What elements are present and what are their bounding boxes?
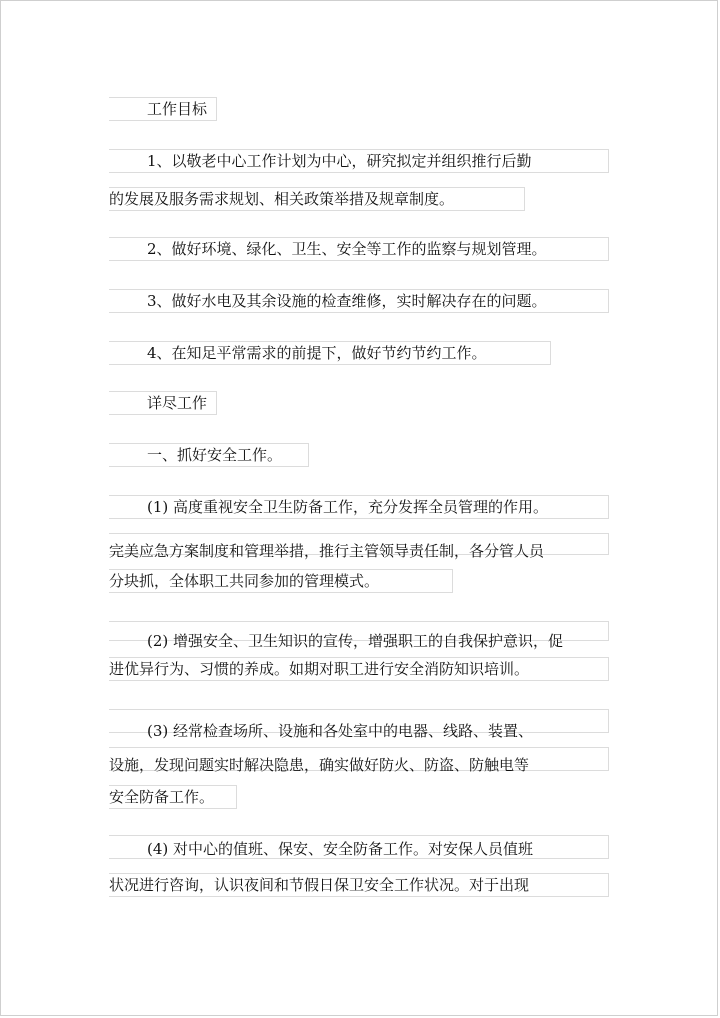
goal-3: 3、做好水电及其余设施的检查维修，实时解决存在的问题。 [147,292,547,310]
item-4-line-1: (4) 对中心的值班、保安、安全防备工作。对安保人员值班 [147,840,534,858]
item-3-line-2: 设施，发现问题实时解决隐患，确实做好防火、防盗、防触电等 [109,756,530,774]
goal-2: 2、做好环境、绿化、卫生、安全等工作的监察与规划管理。 [147,240,547,258]
item-3-line-1: (3) 经常检查场所、设施和各处室中的电器、线路、装置、 [147,722,534,740]
goal-1-line-1: 1、以敬老中心工作计划为中心，研究拟定并组织推行后勤 [147,152,532,170]
item-4-line-2: 状况进行咨询，认识夜间和节假日保卫安全工作状况。对于出现 [109,876,530,894]
item-1-line-3: 分块抓，全体职工共同参加的管理模式。 [109,572,380,590]
item-2-line-2: 进优异行为、习惯的养成。如期对职工进行安全消防知识培训。 [109,660,530,678]
section-1-title: 一、抓好安全工作。 [147,446,283,464]
goal-4: 4、在知足平常需求的前提下，做好节约节约工作。 [147,344,487,362]
item-1-line-1: (1) 高度重视安全卫生防备工作，充分发挥全员管理的作用。 [147,498,549,516]
item-3-line-3: 安全防备工作。 [109,788,215,806]
heading-goals: 工作目标 [147,100,208,118]
item-1-line-2: 完美应急方案制度和管理举措，推行主管领导责任制，各分管人员 [109,542,545,560]
item-2-line-1: (2) 增强安全、卫生知识的宣传，增强职工的自我保护意识，促 [147,632,564,650]
heading-details: 详尽工作 [147,394,208,412]
goal-1-line-2: 的发展及服务需求规划、相关政策举措及规章制度。 [109,190,455,208]
